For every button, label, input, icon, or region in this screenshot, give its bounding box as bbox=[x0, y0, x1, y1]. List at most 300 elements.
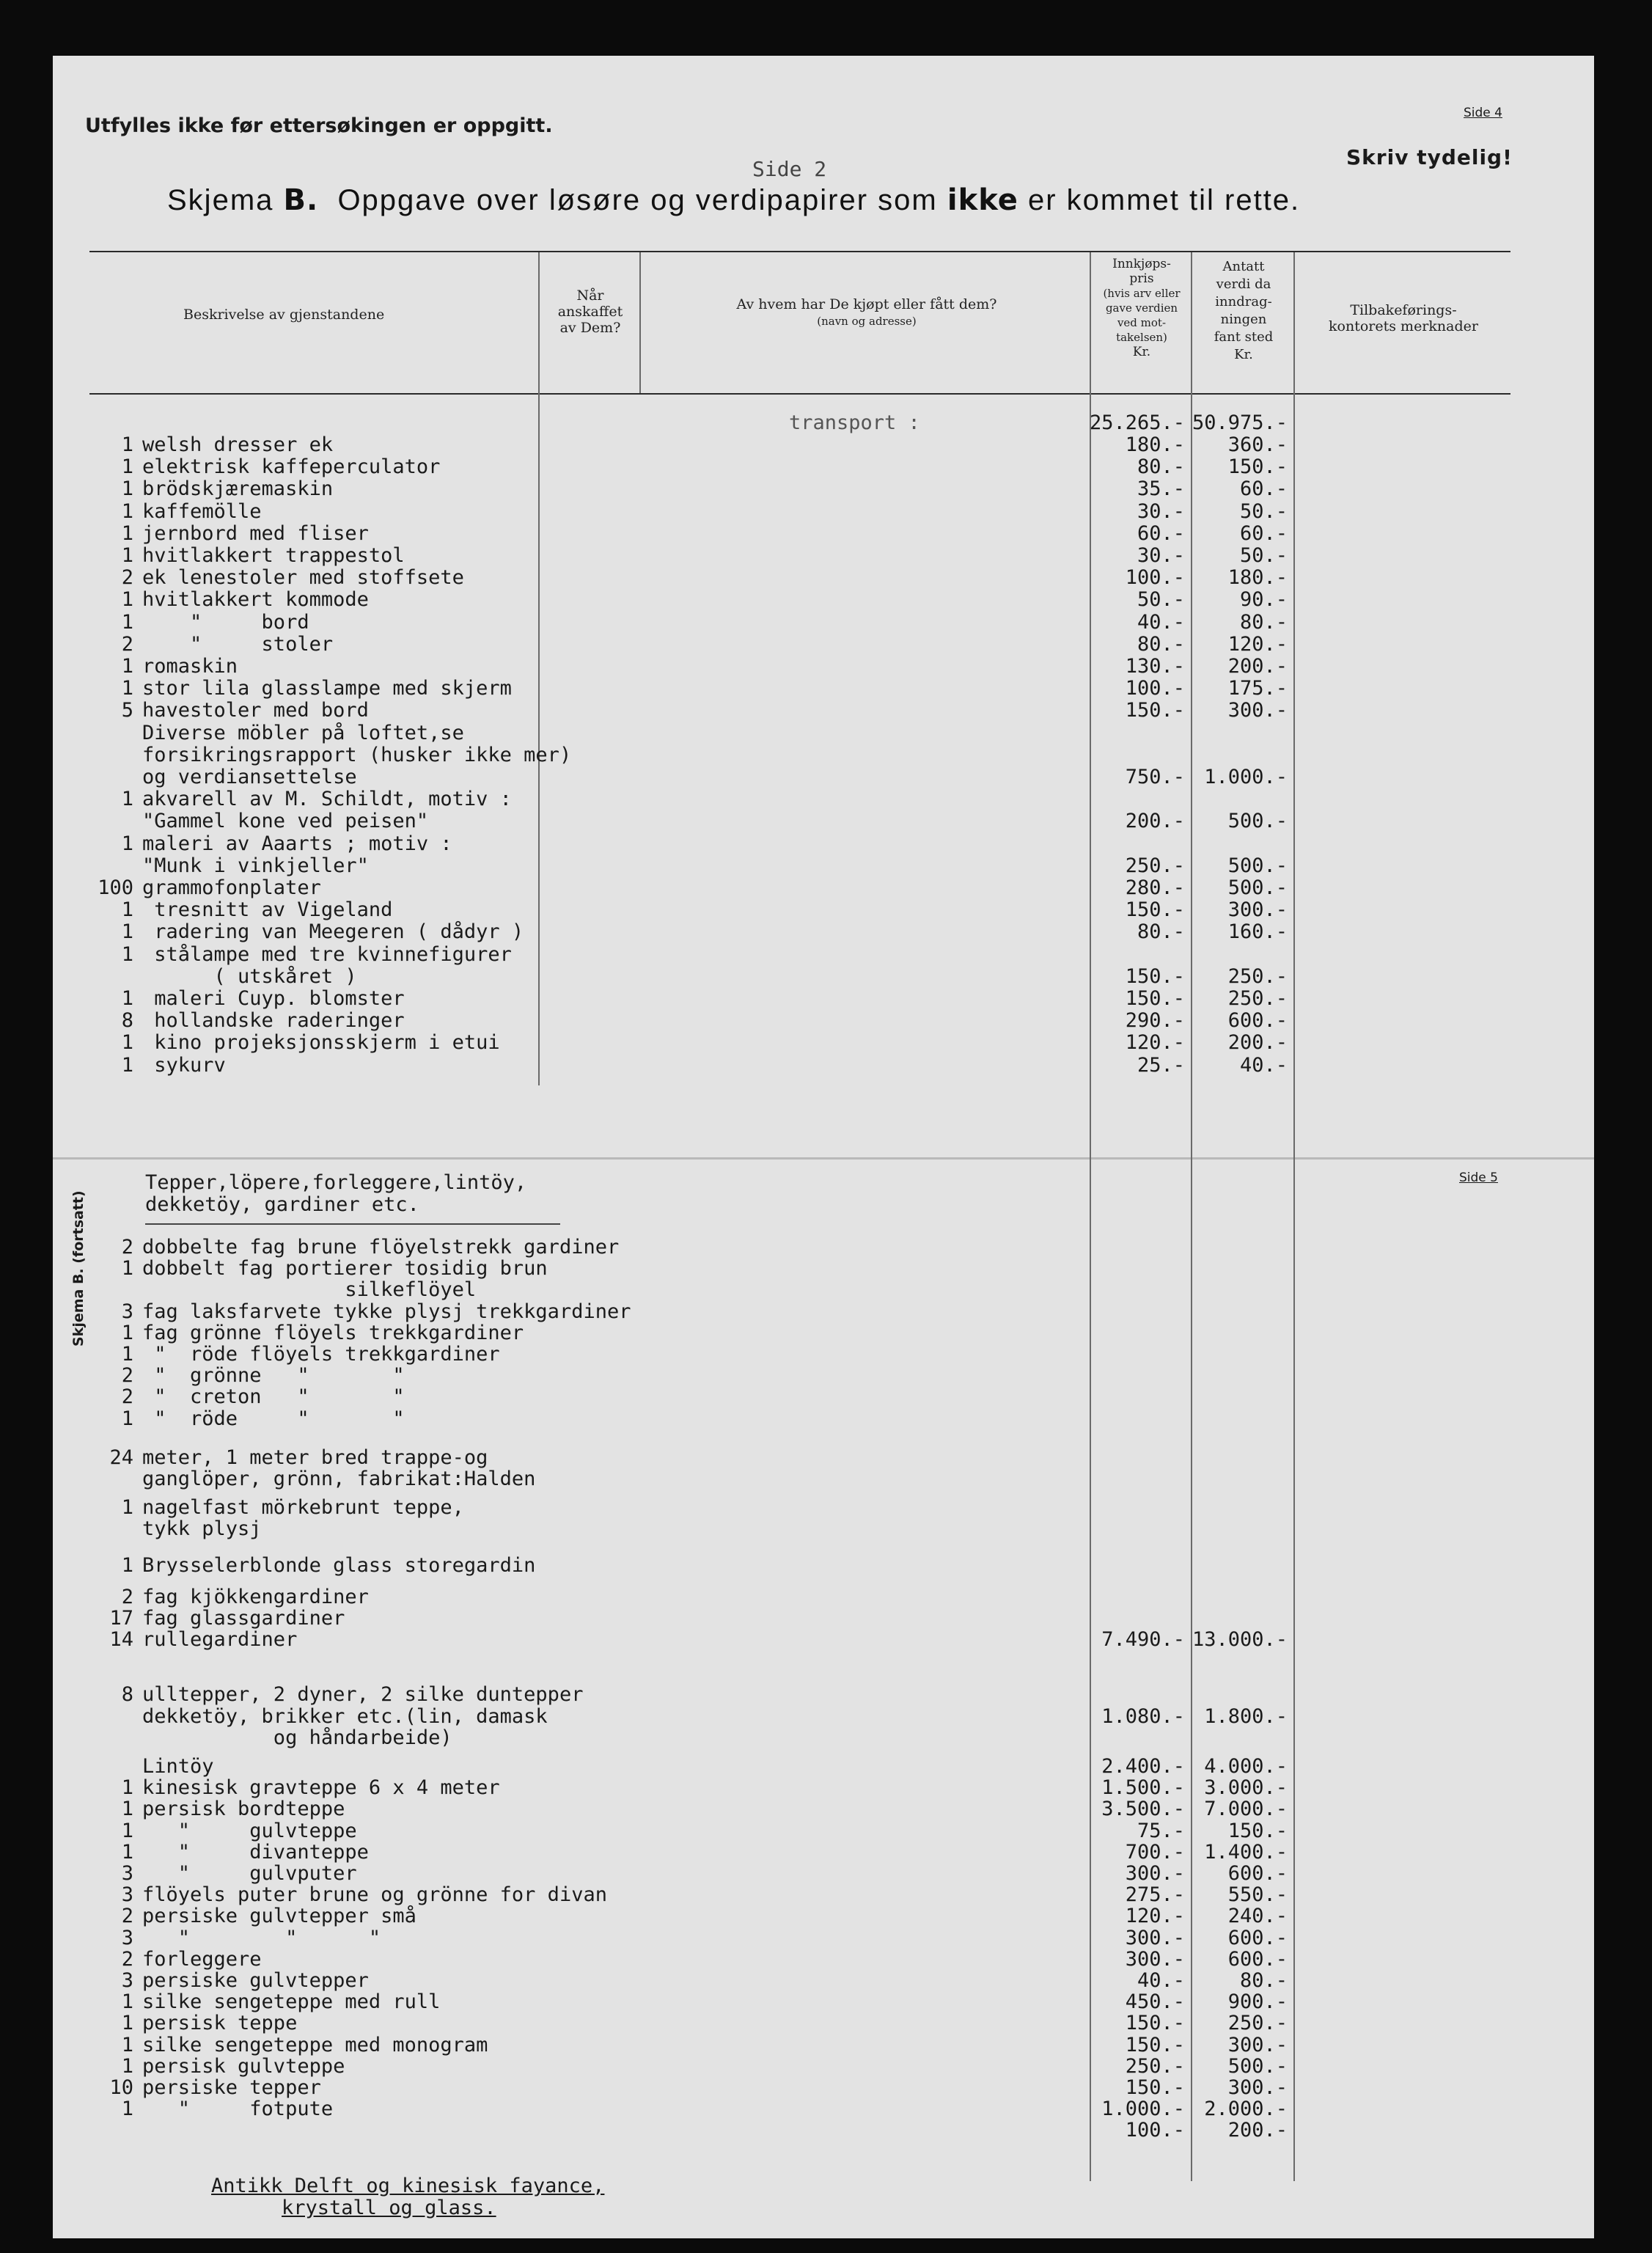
item-description: fag grönne flöyels trekkgardiner bbox=[142, 1321, 524, 1344]
table-row bbox=[0, 899, 1652, 921]
item-quantity: 1 bbox=[121, 1343, 133, 1366]
item-quantity: 1 bbox=[121, 1553, 133, 1577]
table-row bbox=[0, 2120, 1652, 2142]
table-row bbox=[0, 1777, 1652, 1799]
item-description: kino projeksjonsskjerm i etui bbox=[142, 1031, 500, 1055]
item-purchase-price: 450.- bbox=[1125, 1990, 1185, 2014]
title-emphasis: ikke bbox=[947, 183, 1018, 217]
item-description: hollandske raderinger bbox=[142, 1009, 405, 1033]
item-description: nagelfast mörkebrunt teppe, bbox=[142, 1496, 464, 1520]
column-header-remarks: Tilbakeførings- kontorets merknader bbox=[1329, 302, 1478, 334]
item-purchase-price: 275.- bbox=[1125, 1883, 1185, 1907]
item-purchase-price: 25.- bbox=[1137, 1053, 1185, 1077]
item-estimated-value: 50.- bbox=[1239, 499, 1288, 523]
item-description: rullegardiner bbox=[142, 1628, 298, 1652]
item-description: fag laksfarvete tykke plysj trekkgardiner bbox=[142, 1300, 631, 1323]
item-estimated-value: 90.- bbox=[1239, 588, 1288, 612]
table-row bbox=[0, 2077, 1652, 2099]
item-estimated-value: 2.000.- bbox=[1204, 2098, 1288, 2121]
table-row bbox=[0, 2098, 1652, 2120]
item-quantity: 3 bbox=[121, 1300, 133, 1323]
item-description: Lintöy bbox=[142, 1755, 214, 1778]
item-estimated-value: 300.- bbox=[1227, 2033, 1288, 2056]
item-quantity: 8 bbox=[121, 1683, 133, 1707]
table-row bbox=[0, 634, 1652, 656]
item-estimated-value: 200.- bbox=[1227, 1031, 1288, 1055]
item-quantity: 1 bbox=[121, 521, 133, 545]
column-header-description: Beskrivelse av gjenstandene bbox=[183, 307, 385, 323]
item-purchase-price: 180.- bbox=[1125, 433, 1185, 456]
item-description: Brysselerblonde glass storegardin bbox=[142, 1553, 536, 1577]
item-purchase-price: 30.- bbox=[1137, 499, 1185, 523]
table-row bbox=[0, 1684, 1652, 1706]
item-description: stor lila glasslampe med skjerm bbox=[142, 677, 512, 700]
item-quantity: 100 bbox=[98, 876, 133, 899]
item-purchase-price: 120.- bbox=[1125, 1031, 1185, 1055]
item-quantity: 2 bbox=[121, 1236, 133, 1259]
item-description: havestoler med bord bbox=[142, 699, 369, 722]
table-row bbox=[0, 1927, 1652, 1949]
item-purchase-price: 150.- bbox=[1125, 987, 1185, 1010]
item-description: persisk bordteppe bbox=[142, 1798, 345, 1821]
table-row bbox=[0, 2012, 1652, 2034]
table-row bbox=[0, 1842, 1652, 1864]
table-row bbox=[0, 1032, 1652, 1054]
item-estimated-value: 600.- bbox=[1227, 1926, 1288, 1949]
title-post: er kommet til rette. bbox=[1027, 184, 1301, 216]
table-row bbox=[0, 810, 1652, 832]
item-quantity: 1 bbox=[121, 920, 133, 944]
item-description: ek lenestoler med stoffsete bbox=[142, 566, 464, 590]
item-purchase-price: 3.500.- bbox=[1101, 1798, 1185, 1821]
table-row bbox=[0, 1706, 1652, 1728]
item-description: dobbelte fag brune flöyelstrekk gardiner bbox=[142, 1236, 620, 1259]
item-quantity: 1 bbox=[121, 2098, 133, 2121]
table-row bbox=[0, 1468, 1652, 1490]
table-row bbox=[0, 1756, 1652, 1778]
item-description: persiske gulvtepper små bbox=[142, 1905, 416, 1928]
table-row bbox=[0, 766, 1652, 788]
table-row bbox=[0, 2034, 1652, 2056]
item-description: romaskin bbox=[142, 655, 238, 678]
item-description: radering van Meegeren ( dådyr ) bbox=[142, 920, 524, 944]
item-description: akvarell av M. Schildt, motiv : bbox=[142, 788, 512, 811]
item-description: " röde flöyels trekkgardiner bbox=[142, 1343, 500, 1366]
item-quantity: 5 bbox=[121, 699, 133, 722]
item-description: ulltepper, 2 dyner, 2 silke duntepper bbox=[142, 1683, 584, 1707]
table-row bbox=[0, 434, 1652, 456]
table-row bbox=[0, 1497, 1652, 1519]
transport-value: 50.975.- bbox=[1192, 411, 1288, 434]
item-estimated-value: 250.- bbox=[1227, 964, 1288, 988]
item-estimated-value: 60.- bbox=[1239, 477, 1288, 501]
footer-heading: Antikk Delft og kinesisk fayance, krystall og glass. bbox=[211, 2175, 605, 2219]
item-estimated-value: 600.- bbox=[1227, 1009, 1288, 1033]
item-quantity: 3 bbox=[121, 1969, 133, 1992]
item-purchase-price: 100.- bbox=[1125, 2119, 1185, 2142]
item-description: persisk gulvteppe bbox=[142, 2054, 345, 2078]
item-quantity: 1 bbox=[121, 1819, 133, 1842]
side-stamp: Skjema B. (fortsatt) bbox=[70, 1190, 87, 1347]
table-row bbox=[0, 1365, 1652, 1387]
item-quantity: 1 bbox=[121, 1798, 133, 1821]
item-quantity: 1 bbox=[121, 788, 133, 811]
item-quantity: 1 bbox=[121, 544, 133, 567]
item-description: stålampe med tre kvinnefigurer bbox=[142, 942, 512, 966]
table-row bbox=[0, 944, 1652, 966]
item-purchase-price: 120.- bbox=[1125, 1905, 1185, 1928]
item-description: maleri av Aaarts ; motiv : bbox=[142, 832, 452, 855]
table-row bbox=[0, 1949, 1652, 1971]
item-purchase-price: 250.- bbox=[1125, 854, 1185, 877]
item-description: persisk teppe bbox=[142, 2012, 298, 2035]
item-description: " grönne " " bbox=[142, 1364, 405, 1388]
item-purchase-price: 75.- bbox=[1137, 1819, 1185, 1842]
item-quantity: 10 bbox=[109, 2076, 133, 2099]
item-description: ganglöper, grönn, fabrikat:Halden bbox=[142, 1468, 536, 1490]
item-description: fag glassgardiner bbox=[142, 1607, 345, 1630]
item-estimated-value: 1.400.- bbox=[1204, 1840, 1288, 1864]
table-row bbox=[0, 612, 1652, 634]
item-purchase-price: 1.080.- bbox=[1101, 1704, 1185, 1728]
item-description: " fotpute bbox=[142, 2098, 334, 2121]
table-row bbox=[0, 1820, 1652, 1842]
instruction-text: Utfylles ikke før ettersøkingen er oppgitt. bbox=[85, 114, 553, 137]
column-header-acquired: Når anskaffet av Dem? bbox=[557, 287, 623, 336]
transport-label: transport : bbox=[789, 411, 920, 434]
item-estimated-value: 40.- bbox=[1239, 1053, 1288, 1077]
item-description: hvitlakkert kommode bbox=[142, 588, 369, 612]
item-purchase-price: 2.400.- bbox=[1101, 1755, 1185, 1778]
item-quantity: 1 bbox=[121, 677, 133, 700]
item-description: silke sengeteppe med monogram bbox=[142, 2033, 488, 2056]
item-purchase-price: 200.- bbox=[1125, 810, 1185, 833]
item-purchase-price: 300.- bbox=[1125, 1926, 1185, 1949]
item-purchase-price: 290.- bbox=[1125, 1009, 1185, 1033]
item-estimated-value: 200.- bbox=[1227, 655, 1288, 678]
table-row bbox=[0, 1970, 1652, 1992]
item-estimated-value: 50.- bbox=[1239, 544, 1288, 567]
item-estimated-value: 120.- bbox=[1227, 632, 1288, 656]
item-estimated-value: 7.000.- bbox=[1204, 1798, 1288, 1821]
section-heading-textiles: Tepper,löpere,forleggere,lintöy, dekketöy, gardiner etc. bbox=[145, 1171, 527, 1216]
item-purchase-price: 80.- bbox=[1137, 632, 1185, 656]
item-quantity: 1 bbox=[121, 610, 133, 634]
item-quantity: 1 bbox=[121, 898, 133, 922]
item-description: " gulvteppe bbox=[142, 1819, 357, 1842]
table-row bbox=[0, 1279, 1652, 1301]
table-row bbox=[0, 1237, 1652, 1259]
item-quantity: 1 bbox=[121, 1053, 133, 1077]
table-row bbox=[0, 744, 1652, 766]
item-estimated-value: 600.- bbox=[1227, 1862, 1288, 1885]
table-row bbox=[0, 1408, 1652, 1430]
item-estimated-value: 150.- bbox=[1227, 1819, 1288, 1842]
item-quantity: 1 bbox=[121, 499, 133, 523]
page-number-mid: Side 5 bbox=[1459, 1171, 1498, 1185]
item-estimated-value: 60.- bbox=[1239, 521, 1288, 545]
item-quantity: 17 bbox=[109, 1607, 133, 1630]
item-estimated-value: 1.000.- bbox=[1204, 766, 1288, 788]
item-quantity: 2 bbox=[121, 566, 133, 590]
table-row bbox=[0, 1863, 1652, 1885]
item-description: silke sengeteppe med rull bbox=[142, 1990, 441, 2014]
table-row bbox=[0, 1905, 1652, 1927]
table-row bbox=[0, 501, 1652, 523]
item-quantity: 2 bbox=[121, 1385, 133, 1409]
table-row bbox=[0, 788, 1652, 810]
item-description: " bord bbox=[142, 610, 309, 634]
table-row bbox=[0, 1301, 1652, 1323]
item-description: forleggere bbox=[142, 1947, 262, 1971]
item-purchase-price: 300.- bbox=[1125, 1947, 1185, 1971]
item-purchase-price: 40.- bbox=[1137, 1969, 1185, 1992]
item-purchase-price: 50.- bbox=[1137, 588, 1185, 612]
table-row bbox=[0, 1344, 1652, 1366]
item-description: elektrisk kaffeperculator bbox=[142, 455, 441, 479]
item-estimated-value: 250.- bbox=[1227, 987, 1288, 1010]
table-row bbox=[0, 1258, 1652, 1280]
item-quantity: 1 bbox=[121, 2054, 133, 2078]
table-row bbox=[0, 1798, 1652, 1820]
table-row bbox=[0, 722, 1652, 744]
item-purchase-price: 750.- bbox=[1125, 766, 1185, 788]
item-description: silkeflöyel bbox=[142, 1278, 477, 1302]
table-row bbox=[0, 833, 1652, 855]
item-estimated-value: 3.000.- bbox=[1204, 1776, 1288, 1800]
table-row bbox=[0, 1386, 1652, 1408]
item-estimated-value: 80.- bbox=[1239, 1969, 1288, 1992]
item-quantity: 1 bbox=[121, 433, 133, 456]
title-letter: B. bbox=[283, 183, 319, 217]
item-purchase-price: 80.- bbox=[1137, 920, 1185, 944]
item-description: og verdiansettelse bbox=[142, 766, 357, 788]
item-quantity: 2 bbox=[121, 1905, 133, 1928]
item-purchase-price: 300.- bbox=[1125, 1862, 1185, 1885]
item-description: " gulvputer bbox=[142, 1862, 357, 1885]
table-top-rule bbox=[89, 251, 1510, 252]
item-estimated-value: 300.- bbox=[1227, 699, 1288, 722]
item-description: dekketöy, brikker etc.(lin, damask bbox=[142, 1704, 548, 1728]
item-estimated-value: 4.000.- bbox=[1204, 1755, 1288, 1778]
item-quantity: 1 bbox=[121, 2033, 133, 2056]
item-description: kinesisk gravteppe 6 x 4 meter bbox=[142, 1776, 500, 1800]
item-description: persiske tepper bbox=[142, 2076, 321, 2099]
item-quantity: 1 bbox=[121, 588, 133, 612]
item-quantity: 1 bbox=[121, 1031, 133, 1055]
item-description: " " " bbox=[142, 1926, 381, 1949]
item-quantity: 3 bbox=[121, 1862, 133, 1885]
item-description: grammofonplater bbox=[142, 876, 321, 899]
table-row bbox=[0, 1518, 1652, 1540]
item-estimated-value: 180.- bbox=[1227, 566, 1288, 590]
table-row bbox=[0, 2056, 1652, 2078]
item-estimated-value: 200.- bbox=[1227, 2119, 1288, 2142]
item-description: kaffemölle bbox=[142, 499, 262, 523]
item-quantity: 1 bbox=[121, 455, 133, 479]
item-quantity: 24 bbox=[109, 1446, 133, 1469]
item-description: jernbord med fliser bbox=[142, 521, 369, 545]
item-purchase-price: 7.490.- bbox=[1101, 1628, 1185, 1652]
title-pre: Oppgave over løsøre og verdipapirer som bbox=[337, 184, 938, 216]
item-estimated-value: 500.- bbox=[1227, 854, 1288, 877]
item-quantity: 1 bbox=[121, 655, 133, 678]
section-heading-underline bbox=[145, 1223, 560, 1225]
item-purchase-price: 35.- bbox=[1137, 477, 1185, 501]
table-row bbox=[0, 656, 1652, 678]
item-quantity: 14 bbox=[109, 1628, 133, 1652]
item-estimated-value: 1.800.- bbox=[1204, 1704, 1288, 1728]
item-description: welsh dresser ek bbox=[142, 433, 334, 456]
item-quantity: 2 bbox=[121, 1364, 133, 1388]
transport-price: 25.265.- bbox=[1089, 411, 1185, 434]
table-row bbox=[0, 1629, 1652, 1651]
table-row bbox=[0, 966, 1652, 988]
column-rule-2 bbox=[639, 252, 641, 393]
item-purchase-price: 100.- bbox=[1125, 677, 1185, 700]
item-description: persiske gulvtepper bbox=[142, 1969, 369, 1992]
item-purchase-price: 150.- bbox=[1125, 2033, 1185, 2056]
item-description: maleri Cuyp. blomster bbox=[142, 987, 405, 1010]
transport-row bbox=[0, 412, 1652, 434]
item-quantity: 1 bbox=[121, 2012, 133, 2035]
table-row bbox=[0, 1608, 1652, 1630]
item-description: flöyels puter brune og grönne for divan bbox=[142, 1883, 607, 1907]
item-estimated-value: 175.- bbox=[1227, 677, 1288, 700]
item-purchase-price: 700.- bbox=[1125, 1840, 1185, 1864]
item-description: dobbelt fag portierer tosidig brun bbox=[142, 1257, 548, 1281]
item-quantity: 8 bbox=[121, 1009, 133, 1033]
table-row bbox=[0, 988, 1652, 1010]
table-row bbox=[0, 1322, 1652, 1344]
item-estimated-value: 150.- bbox=[1227, 455, 1288, 479]
table-row bbox=[0, 1010, 1652, 1032]
table-row bbox=[0, 921, 1652, 943]
item-purchase-price: 150.- bbox=[1125, 699, 1185, 722]
item-description: forsikringsrapport (husker ikke mer) bbox=[142, 743, 572, 766]
page-number-top: Side 4 bbox=[1464, 106, 1502, 120]
item-estimated-value: 13.000.- bbox=[1192, 1628, 1288, 1652]
table-row bbox=[0, 589, 1652, 611]
table-row bbox=[0, 678, 1652, 700]
item-description: " divanteppe bbox=[142, 1840, 369, 1864]
item-estimated-value: 500.- bbox=[1227, 876, 1288, 899]
table-row bbox=[0, 523, 1652, 545]
item-purchase-price: 150.- bbox=[1125, 964, 1185, 988]
item-purchase-price: 280.- bbox=[1125, 876, 1185, 899]
item-purchase-price: 80.- bbox=[1137, 455, 1185, 479]
side-label: Side 2 bbox=[752, 157, 827, 181]
item-estimated-value: 160.- bbox=[1227, 920, 1288, 944]
table-row bbox=[0, 1991, 1652, 2013]
item-quantity: 2 bbox=[121, 1947, 133, 1971]
table-row bbox=[0, 1727, 1652, 1749]
column-header-source: Av hvem har De kjøpt eller fått dem? (navn og adresse) bbox=[736, 296, 997, 328]
form-title bbox=[167, 183, 1300, 217]
item-description: tykk plysj bbox=[142, 1517, 262, 1541]
item-purchase-price: 100.- bbox=[1125, 566, 1185, 590]
item-quantity: 3 bbox=[121, 1926, 133, 1949]
item-description: " creton " " bbox=[142, 1385, 405, 1409]
item-description: brödskjæremaskin bbox=[142, 477, 334, 501]
table-header-rule bbox=[89, 393, 1510, 395]
item-estimated-value: 900.- bbox=[1227, 1990, 1288, 2014]
item-purchase-price: 40.- bbox=[1137, 610, 1185, 634]
item-quantity: 1 bbox=[121, 1407, 133, 1430]
table-row bbox=[0, 478, 1652, 500]
item-description: fag kjökkengardiner bbox=[142, 1585, 369, 1608]
item-quantity: 1 bbox=[121, 1496, 133, 1520]
item-purchase-price: 30.- bbox=[1137, 544, 1185, 567]
item-estimated-value: 300.- bbox=[1227, 898, 1288, 922]
item-quantity: 1 bbox=[121, 1776, 133, 1800]
title-prefix: Skjema bbox=[167, 184, 274, 216]
item-estimated-value: 500.- bbox=[1227, 2054, 1288, 2078]
table-row bbox=[0, 545, 1652, 567]
item-estimated-value: 550.- bbox=[1227, 1883, 1288, 1907]
item-purchase-price: 130.- bbox=[1125, 655, 1185, 678]
item-quantity: 1 bbox=[121, 987, 133, 1010]
item-description: " stoler bbox=[142, 632, 334, 656]
item-purchase-price: 60.- bbox=[1137, 521, 1185, 545]
table-row bbox=[0, 877, 1652, 899]
item-estimated-value: 360.- bbox=[1227, 433, 1288, 456]
item-quantity: 1 bbox=[121, 832, 133, 855]
table-row bbox=[0, 1055, 1652, 1077]
item-purchase-price: 1.000.- bbox=[1101, 2098, 1185, 2121]
item-quantity: 1 bbox=[121, 942, 133, 966]
item-description: og håndarbeide) bbox=[142, 1726, 452, 1749]
item-description: Diverse möbler på loftet,se bbox=[142, 721, 464, 744]
item-quantity: 1 bbox=[121, 1990, 133, 2014]
item-estimated-value: 240.- bbox=[1227, 1905, 1288, 1928]
item-estimated-value: 500.- bbox=[1227, 810, 1288, 833]
item-estimated-value: 300.- bbox=[1227, 2076, 1288, 2099]
item-purchase-price: 150.- bbox=[1125, 898, 1185, 922]
table-row bbox=[0, 1884, 1652, 1906]
table-row bbox=[0, 1447, 1652, 1469]
item-quantity: 1 bbox=[121, 1257, 133, 1281]
item-purchase-price: 150.- bbox=[1125, 2012, 1185, 2035]
item-description: sykurv bbox=[142, 1053, 226, 1077]
item-description: hvitlakkert trappestol bbox=[142, 544, 405, 567]
table-row bbox=[0, 456, 1652, 478]
write-clearly-note: Skriv tydelig! bbox=[1346, 145, 1513, 169]
item-description: "Munk i vinkjeller" bbox=[142, 854, 369, 877]
item-estimated-value: 600.- bbox=[1227, 1947, 1288, 1971]
item-purchase-price: 250.- bbox=[1125, 2054, 1185, 2078]
table-row bbox=[0, 1586, 1652, 1608]
item-quantity: 2 bbox=[121, 632, 133, 656]
table-row bbox=[0, 1555, 1652, 1577]
column-header-estimated-value: Antatt verdi da inndrag- ningen fant sted Kr. bbox=[1214, 259, 1274, 362]
page-fold bbox=[53, 1157, 1594, 1160]
item-quantity: 2 bbox=[121, 1585, 133, 1608]
column-header-purchase-price: Innkjøps- pris (hvis arv eller gave verdien ved mot- takelsen) Kr. bbox=[1103, 257, 1181, 359]
item-estimated-value: 250.- bbox=[1227, 2012, 1288, 2035]
item-purchase-price: 1.500.- bbox=[1101, 1776, 1185, 1800]
item-quantity: 1 bbox=[121, 1840, 133, 1864]
item-purchase-price: 150.- bbox=[1125, 2076, 1185, 2099]
item-quantity: 3 bbox=[121, 1883, 133, 1907]
item-description: tresnitt av Vigeland bbox=[142, 898, 393, 922]
item-quantity: 1 bbox=[121, 1321, 133, 1344]
table-row bbox=[0, 567, 1652, 589]
item-description: ( utskåret ) bbox=[142, 964, 357, 988]
item-description: meter, 1 meter bred trappe-og bbox=[142, 1446, 488, 1469]
item-description: " röde " " bbox=[142, 1407, 405, 1430]
item-quantity: 1 bbox=[121, 477, 133, 501]
